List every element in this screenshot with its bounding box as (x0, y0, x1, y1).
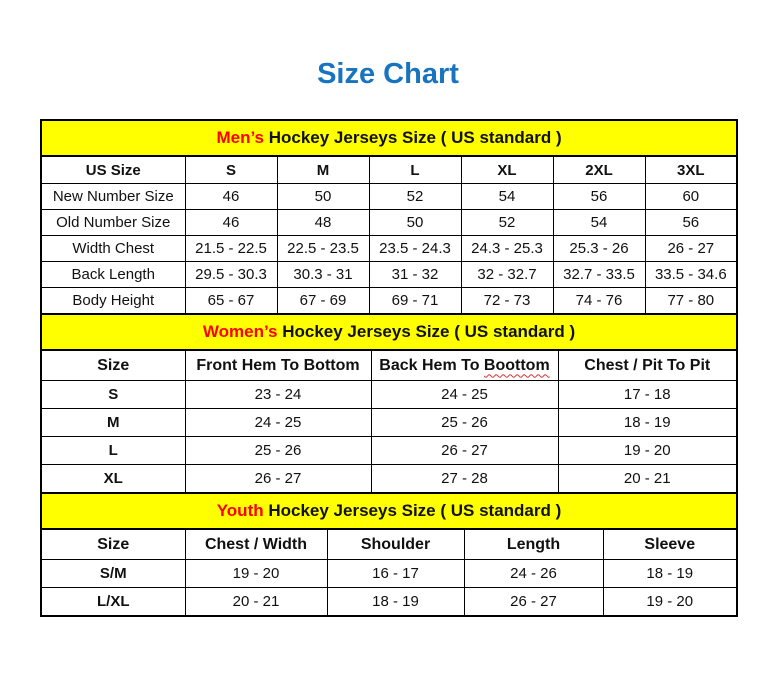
size-chart-page (40, 0, 736, 617)
youth-section-title (41, 493, 737, 529)
womens-col-size: Size (41, 350, 185, 381)
mens-cell: 21.5 - 22.5 (185, 236, 277, 262)
womens-cell: 23 - 24 (185, 381, 371, 409)
mens-cell: 65 - 67 (185, 288, 277, 315)
womens-header-row (41, 350, 737, 381)
mens-cell: 30.3 - 31 (277, 262, 369, 288)
mens-row-label: Back Length (41, 262, 185, 288)
womens-col-front-hem: Front Hem To Bottom (185, 350, 371, 381)
table-row (41, 560, 737, 588)
mens-cell: 50 (277, 184, 369, 210)
mens-cell: 54 (553, 210, 645, 236)
womens-row-label: M (41, 409, 185, 437)
youth-cell: 19 - 20 (185, 560, 327, 588)
mens-col-xl: XL (461, 156, 553, 184)
womens-cell: 27 - 28 (371, 465, 558, 494)
mens-col-3xl: 3XL (645, 156, 737, 184)
youth-cell: 18 - 19 (603, 560, 737, 588)
womens-size-table (40, 313, 738, 494)
womens-col-chest: Chest / Pit To Pit (558, 350, 737, 381)
womens-cell: 25 - 26 (185, 437, 371, 465)
table-row (41, 381, 737, 409)
womens-col-back-hem (371, 350, 558, 381)
mens-cell: 26 - 27 (645, 236, 737, 262)
mens-cell: 24.3 - 25.3 (461, 236, 553, 262)
mens-col-s: S (185, 156, 277, 184)
mens-header-row (41, 156, 737, 184)
youth-cell: 20 - 21 (185, 588, 327, 617)
womens-cell: 20 - 21 (558, 465, 737, 494)
youth-header-row (41, 529, 737, 560)
mens-cell: 56 (645, 210, 737, 236)
youth-cell: 18 - 19 (327, 588, 464, 617)
table-row (41, 184, 737, 210)
mens-cell: 32.7 - 33.5 (553, 262, 645, 288)
mens-cell: 56 (553, 184, 645, 210)
mens-cell: 60 (645, 184, 737, 210)
womens-row-label: S (41, 381, 185, 409)
mens-cell: 48 (277, 210, 369, 236)
youth-size-table (40, 492, 738, 617)
mens-cell: 74 - 76 (553, 288, 645, 315)
womens-cell: 25 - 26 (371, 409, 558, 437)
table-row (41, 210, 737, 236)
table-row (41, 288, 737, 315)
mens-cell: 33.5 - 34.6 (645, 262, 737, 288)
womens-section-title-rest: Hockey Jerseys Size ( US standard ) (277, 322, 576, 341)
youth-row-label: L/XL (41, 588, 185, 617)
mens-col-l: L (369, 156, 461, 184)
youth-cell: 16 - 17 (327, 560, 464, 588)
womens-cell: 24 - 25 (185, 409, 371, 437)
mens-cell: 72 - 73 (461, 288, 553, 315)
mens-cell: 50 (369, 210, 461, 236)
mens-size-table (40, 119, 738, 315)
mens-col-2xl: 2XL (553, 156, 645, 184)
table-row (41, 409, 737, 437)
mens-row-label: New Number Size (41, 184, 185, 210)
mens-cell: 67 - 69 (277, 288, 369, 315)
womens-cell: 26 - 27 (371, 437, 558, 465)
table-row (41, 465, 737, 494)
mens-row-label: Old Number Size (41, 210, 185, 236)
youth-section-header (41, 493, 737, 529)
womens-cell: 18 - 19 (558, 409, 737, 437)
mens-cell: 32 - 32.7 (461, 262, 553, 288)
mens-cell: 69 - 71 (369, 288, 461, 315)
youth-cell: 19 - 20 (603, 588, 737, 617)
womens-col-back-hem-prefix: Back Hem To (379, 356, 484, 374)
mens-cell: 54 (461, 184, 553, 210)
youth-section-title-accent: Youth (216, 501, 264, 520)
mens-col-m: M (277, 156, 369, 184)
youth-col-length: Length (464, 529, 603, 560)
womens-section-title-accent: Women’s (202, 322, 278, 341)
table-row (41, 236, 737, 262)
womens-section-header (41, 314, 737, 350)
mens-section-title (41, 120, 737, 156)
womens-cell: 24 - 25 (371, 381, 558, 409)
mens-col-us-size: US Size (41, 156, 185, 184)
table-row (41, 437, 737, 465)
youth-section-title-rest: Hockey Jerseys Size ( US standard ) (263, 501, 562, 520)
mens-section-title-rest: Hockey Jerseys Size ( US standard ) (264, 128, 562, 147)
youth-col-chest-width: Chest / Width (185, 529, 327, 560)
youth-col-size: Size (41, 529, 185, 560)
mens-cell: 77 - 80 (645, 288, 737, 315)
youth-row-label: S/M (41, 560, 185, 588)
mens-cell: 46 (185, 210, 277, 236)
youth-col-shoulder: Shoulder (327, 529, 464, 560)
mens-section-header (41, 120, 737, 156)
womens-cell: 19 - 20 (558, 437, 737, 465)
table-row (41, 262, 737, 288)
mens-cell: 46 (185, 184, 277, 210)
youth-cell: 24 - 26 (464, 560, 603, 588)
mens-row-label: Body Height (41, 288, 185, 315)
mens-cell: 22.5 - 23.5 (277, 236, 369, 262)
womens-col-back-hem-misspelled-word: Boottom (483, 356, 550, 374)
mens-cell: 31 - 32 (369, 262, 461, 288)
womens-row-label: XL (41, 465, 185, 494)
mens-section-title-accent: Men’s (216, 128, 264, 147)
mens-cell: 52 (369, 184, 461, 210)
table-row (41, 588, 737, 617)
womens-cell: 26 - 27 (185, 465, 371, 494)
mens-cell: 52 (461, 210, 553, 236)
womens-section-title (41, 314, 737, 350)
womens-cell: 17 - 18 (558, 381, 737, 409)
mens-cell: 29.5 - 30.3 (185, 262, 277, 288)
mens-cell: 25.3 - 26 (553, 236, 645, 262)
mens-cell: 23.5 - 24.3 (369, 236, 461, 262)
youth-cell: 26 - 27 (464, 588, 603, 617)
youth-col-sleeve: Sleeve (603, 529, 737, 560)
page-title: Size Chart (317, 58, 459, 90)
womens-row-label: L (41, 437, 185, 465)
mens-row-label: Width Chest (41, 236, 185, 262)
